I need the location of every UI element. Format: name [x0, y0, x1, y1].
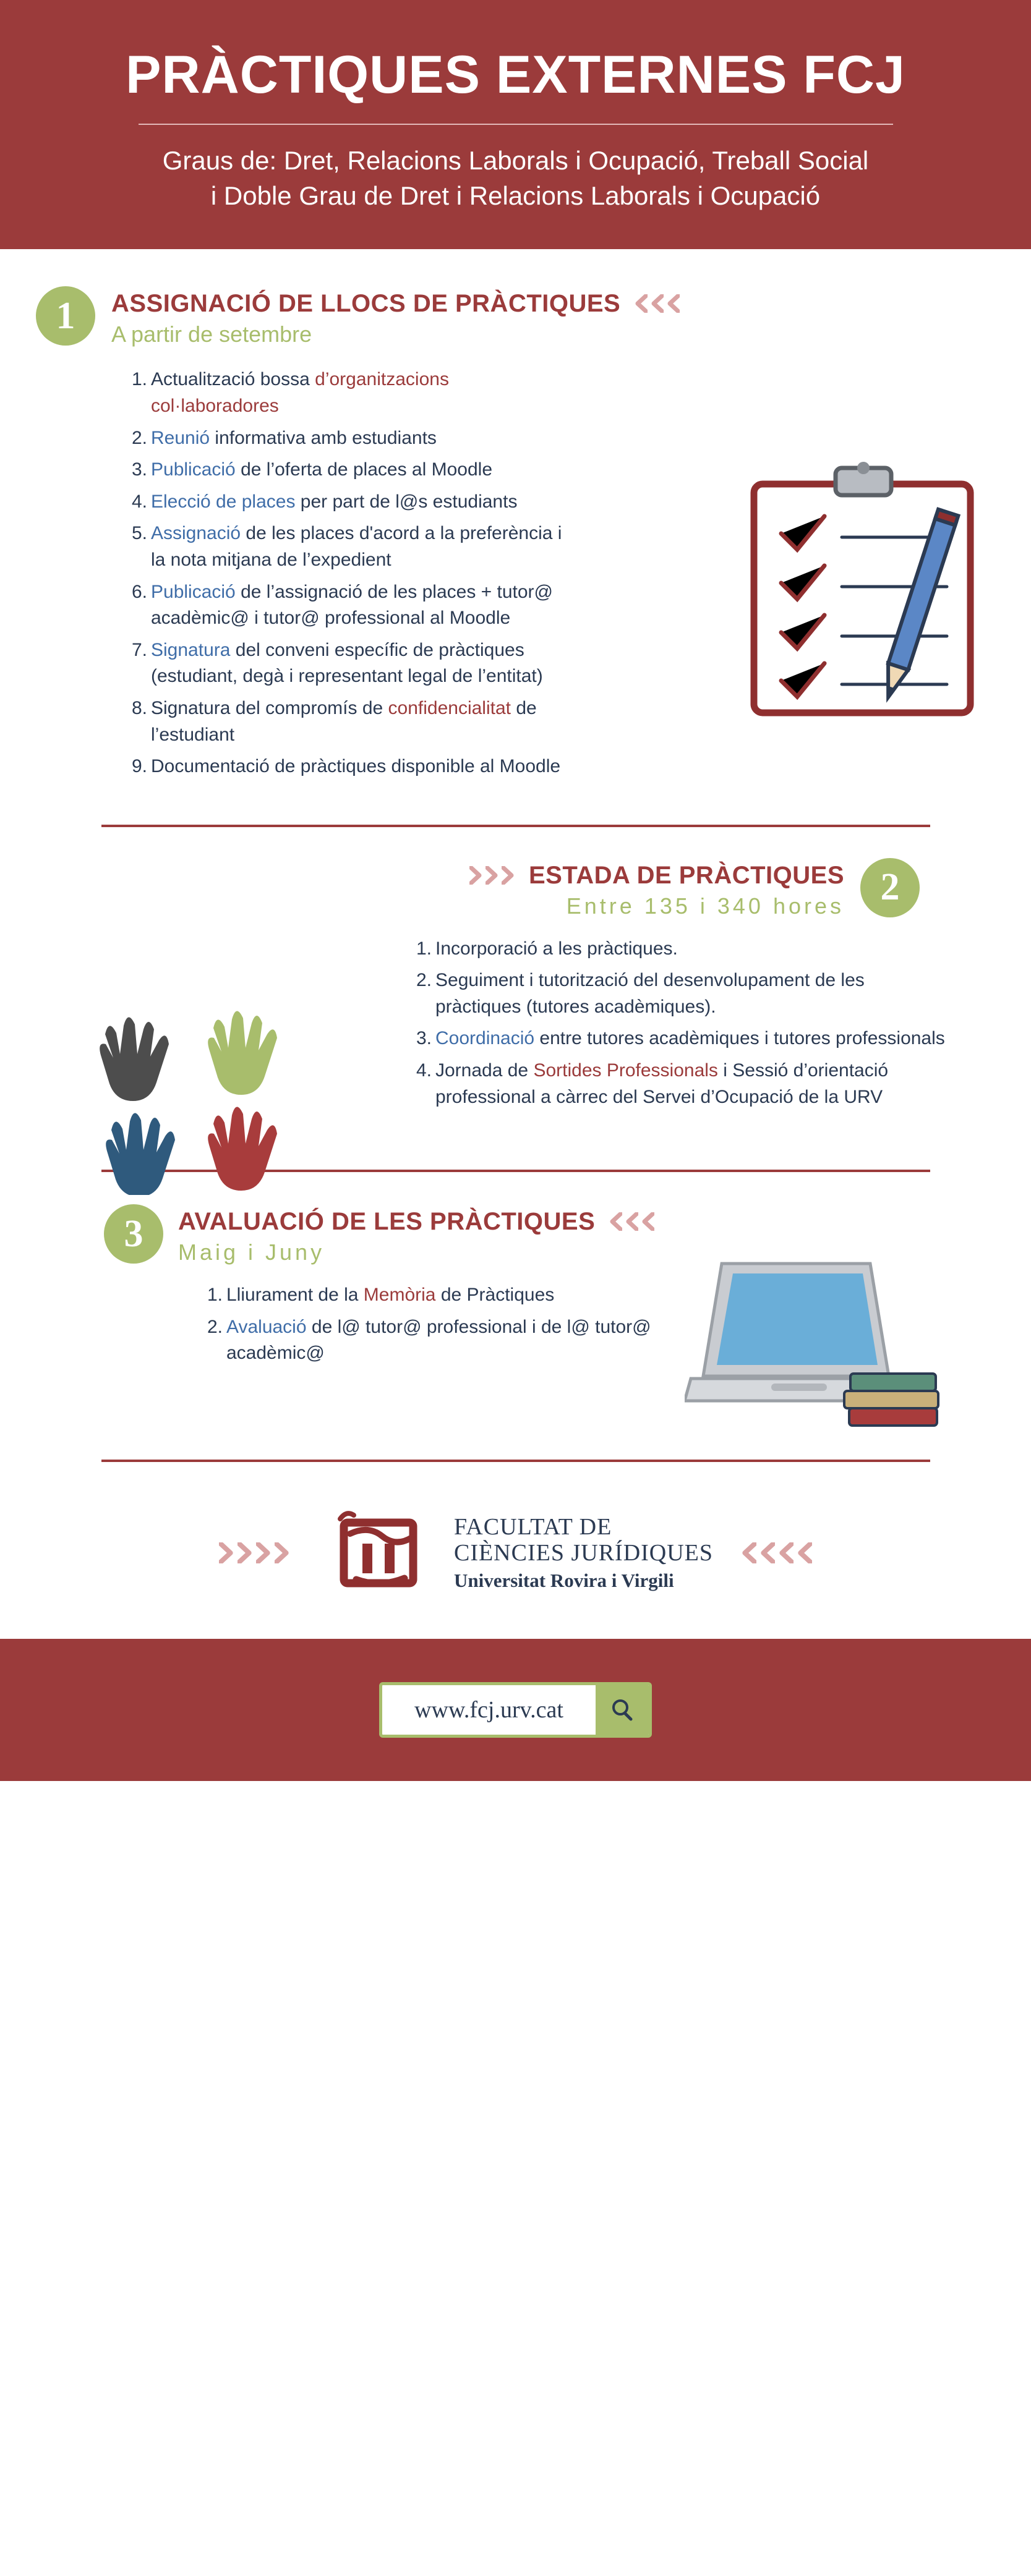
header-divider	[139, 124, 893, 125]
search-button[interactable]	[596, 1685, 649, 1735]
urv-logo	[318, 1507, 713, 1599]
clipboard-icon	[743, 459, 990, 728]
chevron-left-icon	[609, 1212, 654, 1231]
section-2-list	[408, 936, 952, 1111]
section-divider-3	[101, 1460, 930, 1462]
header-subtitle-line1: Graus de: Dret, Relacions Laborals i Ocupació, Treball Social	[162, 146, 869, 175]
infographic-body	[0, 249, 1031, 1639]
list-item: Reunió informativa amb estudiants	[151, 427, 437, 448]
section-2-header	[0, 858, 1031, 917]
footer-bar	[0, 1639, 1031, 1781]
chevron-left-icon	[740, 1542, 812, 1563]
section-2-title: ESTADA DE PRÀCTIQUES	[528, 861, 844, 889]
page-header	[0, 0, 1031, 249]
chevron-left-icon	[634, 294, 680, 313]
section-1-number: 1	[36, 286, 95, 346]
page-title: PRÀCTIQUES EXTERNES FCJ	[126, 45, 905, 104]
section-2-subtitle: Entre 135 i 340 hores	[566, 893, 844, 919]
section-3-subtitle: Maig i Juny	[178, 1239, 325, 1265]
laptop-books-icon	[685, 1252, 944, 1441]
list-item: Elecció de places per part de l@s estudiants	[151, 491, 518, 512]
logo-line-2: CIÈNCIES JURÍDIQUES	[453, 1540, 714, 1566]
magnifier-icon	[609, 1696, 636, 1724]
section-3-number: 3	[104, 1204, 163, 1264]
list-item: Documentació de pràctiques disponible al Moodle	[151, 756, 561, 777]
section-avaluacio	[0, 1172, 1031, 1462]
section-3-title: AVALUACIÓ DE LES PRÀCTIQUES	[178, 1208, 596, 1236]
list-item: Actualització bossa d’organitzacions col·laboradores	[151, 369, 449, 416]
list-item: Assignació de les places d'acord a la preferència i la nota mitjana de l’expedient	[151, 523, 562, 570]
list-item: Avaluació de l@ tutor@ professional i de l@ tutor@ acadèmic@	[226, 1316, 651, 1364]
list-item: Seguiment i tutorització del desenvolupament de les pràctiques (tutores acadèmiques).	[435, 970, 865, 1017]
chevron-right-icon	[469, 866, 515, 885]
url-text[interactable]: www.fcj.urv.cat	[414, 1697, 563, 1724]
section-1-subtitle: A partir de setembre	[111, 321, 312, 347]
logo-line-1: FACULTAT DE	[453, 1513, 612, 1540]
list-item: Signatura del conveni específic de pràctiques (estudiant, degà i representant legal de l’entitat)	[151, 639, 543, 687]
section-3-list	[199, 1282, 682, 1367]
section-estada	[0, 827, 1031, 1173]
list-item: Jornada de Sortides Professionals i Sessió d’orientació professional a càrrec del Servei d’Ocupació de la URV	[435, 1060, 889, 1107]
section-1-title: ASSIGNACIÓ DE LLOCS DE PRÀCTIQUES	[111, 290, 621, 318]
section-1-list	[124, 367, 581, 780]
list-item: Coordinació entre tutores acadèmiques i tutores professionals	[435, 1028, 945, 1049]
list-item: Incorporació a les pràctiques.	[435, 938, 678, 959]
chevron-right-icon	[219, 1542, 291, 1563]
list-item: Publicació de l’assignació de les places + tutor@ acadèmic@ i tutor@ professional al Moodle	[151, 581, 553, 629]
logo-line-3: Universitat Rovira i Virgili	[453, 1569, 674, 1591]
header-subtitle-line2: i Doble Grau de Dret i Relacions Laborals i Ocupació	[210, 181, 821, 210]
list-item: Signatura del compromís de confidencialitat de l’estudiant	[151, 697, 537, 745]
list-item: Lliurament de la Memòria de Pràctiques	[226, 1285, 555, 1306]
url-search-box[interactable]	[379, 1682, 652, 1738]
section-2-number: 2	[860, 858, 920, 917]
section-1-header	[0, 286, 1031, 346]
section-assignacio	[0, 249, 1031, 827]
hands-icon	[80, 991, 315, 1198]
list-item: Publicació de l’oferta de places al Moodle	[151, 459, 493, 480]
urv-seal-icon	[318, 1507, 442, 1599]
footer-logo-row	[0, 1462, 1031, 1639]
